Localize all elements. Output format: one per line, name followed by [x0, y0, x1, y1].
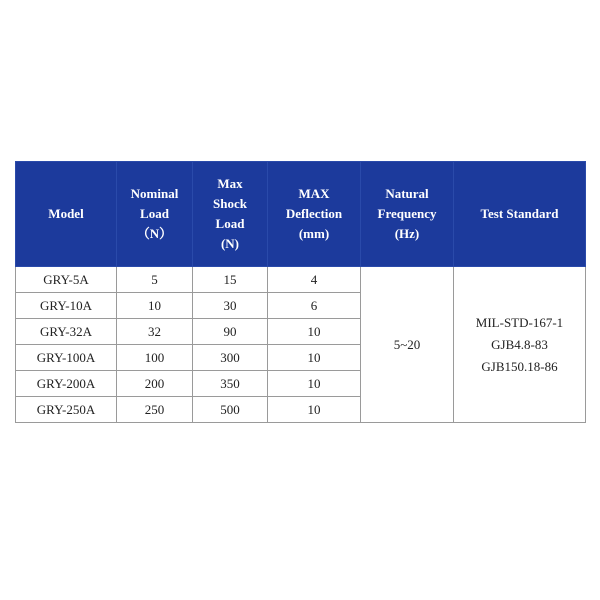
- header-max-shock-load-line: Shock: [213, 196, 247, 211]
- cell-max-shock-load: 90: [193, 319, 268, 345]
- header-nominal-load-unit: （N）: [136, 226, 173, 241]
- header-test-standard-line: Test Standard: [480, 206, 559, 221]
- header-natural-frequency-unit: (Hz): [394, 226, 420, 241]
- cell-nominal-load: 100: [117, 345, 193, 371]
- cell-model: GRY-32A: [16, 319, 117, 345]
- header-max-shock-load-unit: (N): [220, 236, 240, 251]
- header-max-deflection: [268, 162, 361, 267]
- cell-max-deflection: 10: [268, 371, 361, 397]
- cell-natural-frequency: 5~20: [361, 267, 454, 423]
- spec-table: [15, 161, 586, 423]
- header-row: [16, 162, 586, 267]
- header-nominal-load-line: Nominal: [130, 186, 179, 201]
- header-max-deflection-line: MAX: [298, 186, 330, 201]
- header-nominal-load-line: Load: [140, 206, 169, 221]
- header-max-deflection-line: Deflection: [285, 206, 343, 221]
- cell-max-shock-load: 300: [193, 345, 268, 371]
- cell-max-deflection: 10: [268, 319, 361, 345]
- header-natural-frequency-line: Natural: [385, 186, 429, 201]
- header-max-shock-load: [193, 162, 268, 267]
- cell-model: GRY-100A: [16, 345, 117, 371]
- cell-model: GRY-5A: [16, 267, 117, 293]
- cell-nominal-load: 5: [117, 267, 193, 293]
- test-standard-item: GJB150.18-86: [481, 358, 558, 374]
- cell-test-standards: [454, 267, 586, 423]
- cell-max-shock-load: 350: [193, 371, 268, 397]
- cell-max-deflection: 6: [268, 293, 361, 319]
- cell-nominal-load: 250: [117, 397, 193, 423]
- cell-model: GRY-250A: [16, 397, 117, 423]
- header-max-deflection-unit: (mm): [298, 226, 330, 241]
- table-row: [16, 267, 586, 293]
- cell-max-deflection: 10: [268, 345, 361, 371]
- cell-model: GRY-10A: [16, 293, 117, 319]
- test-standard-item: MIL-STD-167-1: [475, 314, 564, 330]
- header-nominal-load: [117, 162, 193, 267]
- header-natural-frequency-line: Frequency: [377, 206, 437, 221]
- header-max-shock-load-line: Max: [217, 176, 243, 191]
- cell-nominal-load: 200: [117, 371, 193, 397]
- header-model-line: Model: [48, 206, 84, 221]
- cell-max-deflection: 4: [268, 267, 361, 293]
- cell-max-shock-load: 30: [193, 293, 268, 319]
- header-model: [16, 162, 117, 267]
- cell-nominal-load: 32: [117, 319, 193, 345]
- cell-max-deflection: 10: [268, 397, 361, 423]
- header-test-standard: [454, 162, 586, 267]
- cell-max-shock-load: 500: [193, 397, 268, 423]
- test-standard-item: GJB4.8-83: [491, 336, 548, 352]
- cell-nominal-load: 10: [117, 293, 193, 319]
- cell-max-shock-load: 15: [193, 267, 268, 293]
- cell-model: GRY-200A: [16, 371, 117, 397]
- header-natural-frequency: [361, 162, 454, 267]
- header-max-shock-load-line: Load: [215, 216, 245, 231]
